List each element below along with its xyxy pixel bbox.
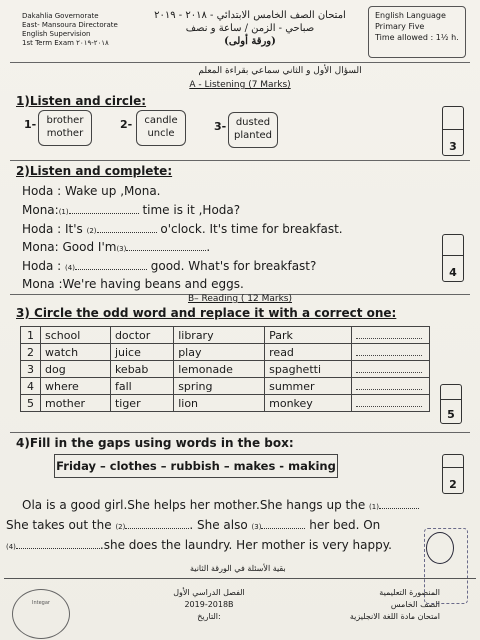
- table-row: [21, 344, 430, 361]
- header-middle-line: امتحان الصف الخامس الابتدائي - ٢٠١٨ - ٢٠١٩: [154, 10, 346, 21]
- word-cell[interactable]: dog: [41, 361, 111, 378]
- q3-title: 3) Circle the odd word and replace it with a correct one:: [16, 306, 397, 320]
- row-number: 2: [21, 344, 41, 361]
- blank-number: (2): [115, 523, 126, 531]
- header-right-box: [368, 6, 466, 58]
- dialogue-text: Hoda : It's: [22, 222, 87, 236]
- word-cell[interactable]: where: [41, 378, 111, 395]
- header-middle: [140, 10, 360, 47]
- blank-number: (1): [58, 208, 69, 216]
- table-row: [21, 361, 430, 378]
- answer-blank[interactable]: [356, 347, 422, 356]
- section-b-title: B– Reading ( 12 Marks): [187, 294, 292, 304]
- dialogue-line: [22, 203, 240, 217]
- q1-word[interactable]: candle: [144, 115, 178, 126]
- header-left-line: Dakahlia Governorate: [22, 12, 99, 20]
- word-cell[interactable]: spaghetti: [265, 361, 352, 378]
- word-cell[interactable]: watch: [41, 344, 111, 361]
- footer-right: [290, 587, 440, 623]
- paragraph-text: .she does the laundry. Her mother is very happy.: [99, 538, 392, 552]
- dialogue-line: [22, 259, 316, 273]
- header-left-line: East- Mansoura Directorate: [22, 21, 118, 29]
- header-middle-line: صباحي - الزمن / ساعة و نصف: [185, 23, 315, 34]
- q1-marks-box: [442, 106, 464, 156]
- paragraph-line: [6, 538, 392, 552]
- row-number: 4: [21, 378, 41, 395]
- word-cell[interactable]: juice: [110, 344, 173, 361]
- answer-cell[interactable]: [352, 378, 430, 395]
- answer-blank[interactable]: [356, 364, 422, 373]
- answer-cell[interactable]: [352, 344, 430, 361]
- header-left-line: English Supervision: [22, 30, 91, 38]
- word-cell[interactable]: Park: [265, 327, 352, 344]
- blank-number: (4): [65, 264, 75, 272]
- header-right-line: Primary Five: [375, 22, 425, 31]
- row-number: 5: [21, 395, 41, 412]
- blank-number: (2): [86, 227, 97, 235]
- handwritten-circle: [426, 532, 454, 564]
- q1-marks: 3: [449, 140, 457, 153]
- q3-marks-box: [440, 384, 462, 424]
- blank-number: (1): [369, 503, 379, 511]
- footer-middle-line: 2019-2018B: [184, 600, 234, 609]
- blank-number: (3): [116, 245, 127, 253]
- footer-right-line: امتحان مادة اللغة الانجليزية: [349, 612, 440, 621]
- marks-split: [443, 467, 463, 468]
- header-right-line: Time allowed : 1½ h.: [375, 33, 459, 42]
- header-middle-line: (ورقة أولى): [224, 36, 276, 47]
- answer-blank[interactable]: [16, 539, 100, 549]
- word-cell[interactable]: mother: [41, 395, 111, 412]
- q1-item-number: 2-: [120, 118, 133, 131]
- footer-right-line: الصف الخامس: [390, 600, 440, 609]
- word-cell[interactable]: kebab: [110, 361, 173, 378]
- word-cell[interactable]: monkey: [265, 395, 352, 412]
- q1-title: 1)Listen and circle:: [16, 94, 147, 108]
- footer-middle-line: الفصل الدراسي الأول: [173, 588, 245, 597]
- q1-item-number: 3-: [214, 120, 227, 133]
- q1-choice-box: [136, 110, 186, 146]
- divider: [10, 432, 470, 433]
- dialogue-text: Mona: Good I'm: [22, 240, 117, 254]
- answer-cell[interactable]: [352, 327, 430, 344]
- q1-choice-box: [38, 110, 92, 146]
- word-cell[interactable]: doctor: [110, 327, 173, 344]
- answer-blank[interactable]: [261, 519, 305, 529]
- answer-blank[interactable]: [379, 499, 419, 509]
- word-cell[interactable]: lion: [174, 395, 265, 412]
- paragraph-text: Ola is a good girl.She helps her mother.She hangs up the: [22, 498, 370, 512]
- word-cell[interactable]: school: [41, 327, 111, 344]
- word-cell[interactable]: lemonade: [174, 361, 265, 378]
- marks-split: [441, 399, 461, 400]
- dialogue-line: [22, 184, 161, 198]
- table-row: [21, 327, 430, 344]
- footer-middle-line: التاريخ:: [197, 612, 221, 621]
- dialogue-text: time is it ,Hoda?: [138, 203, 241, 217]
- q1-item-number: 1-: [24, 118, 37, 131]
- section-a-title: A - Listening (7 Marks): [189, 80, 291, 90]
- row-number: 3: [21, 361, 41, 378]
- word-cell[interactable]: play: [174, 344, 265, 361]
- q2-marks: 4: [449, 266, 457, 279]
- answer-blank[interactable]: [356, 381, 422, 390]
- q1-word[interactable]: dusted: [235, 117, 271, 128]
- q4-title: 4)Fill in the gaps using words in the box:: [16, 436, 294, 450]
- dialogue-line: [22, 277, 244, 291]
- footer-middle: [154, 587, 264, 623]
- q1-word[interactable]: mother: [46, 128, 84, 139]
- header-right-line: English Language: [375, 11, 446, 20]
- dialogue-text: Hoda :: [22, 259, 66, 273]
- footer: [4, 578, 476, 640]
- table-row: [21, 395, 430, 412]
- q3-marks: 5: [447, 408, 455, 421]
- answer-blank[interactable]: [97, 223, 157, 233]
- blank-number: (3): [251, 523, 262, 531]
- footer-logo: Integar: [12, 589, 70, 639]
- answer-cell[interactable]: [352, 361, 430, 378]
- dialogue-text: Mona :We're having beans and eggs.: [22, 277, 244, 291]
- blank-number: (4): [6, 543, 16, 551]
- divider: [10, 62, 470, 63]
- row-number: 1: [21, 327, 41, 344]
- paragraph-line: [6, 518, 380, 532]
- odd-word-table: [20, 326, 430, 412]
- divider: [10, 160, 470, 161]
- answer-blank[interactable]: [125, 519, 189, 529]
- dialogue-text: good. What's for breakfast?: [146, 259, 317, 273]
- word-cell[interactable]: read: [265, 344, 352, 361]
- header-left: [22, 12, 140, 48]
- answer-blank[interactable]: [126, 241, 206, 251]
- word-cell[interactable]: spring: [174, 378, 265, 395]
- dialogue-text: Mona:: [22, 203, 59, 217]
- q1-word[interactable]: uncle: [147, 128, 175, 139]
- word-cell[interactable]: summer: [265, 378, 352, 395]
- answer-blank[interactable]: [75, 260, 147, 270]
- q4-marks-box: [442, 454, 464, 494]
- answer-blank[interactable]: [69, 204, 139, 214]
- dialogue-line: [22, 222, 343, 236]
- word-box: Friday – clothes – rubbish – makes - making: [54, 454, 338, 478]
- q1-word[interactable]: brother: [46, 115, 84, 126]
- table-row: [21, 378, 430, 395]
- footer-note: بقية الأسئلة في الورقة الثانية: [190, 564, 286, 573]
- q4-marks: 2: [449, 478, 457, 491]
- word-cell[interactable]: fall: [110, 378, 173, 395]
- paragraph-text: . She also: [189, 518, 252, 532]
- dialogue-text: Hoda : Wake up ,Mona.: [22, 184, 161, 198]
- q2-marks-box: [442, 234, 464, 282]
- paragraph-line: [22, 498, 419, 512]
- header-left-line: 1st Term Exam ٢٠١٨-٢٠١٩: [22, 39, 109, 47]
- footer-right-line: المنصورة التعليمية: [379, 588, 440, 597]
- q1-choice-box: [228, 112, 278, 148]
- instruction-arabic: السؤال الأول و الثاني سماعي بقراءة المعلم: [198, 66, 362, 76]
- answer-blank[interactable]: [356, 398, 422, 407]
- dialogue-text: .: [206, 240, 211, 254]
- paragraph-text: her bed. On: [305, 518, 381, 532]
- word-cell[interactable]: library: [174, 327, 265, 344]
- answer-cell[interactable]: [352, 395, 430, 412]
- marks-split: [443, 129, 463, 130]
- answer-blank[interactable]: [356, 330, 422, 339]
- dialogue-line: [22, 240, 210, 254]
- q2-title: 2)Listen and complete:: [16, 164, 173, 178]
- dialogue-text: o'clock. It's time for breakfast.: [156, 222, 343, 236]
- paragraph-text: She takes out the: [6, 518, 116, 532]
- marks-split: [443, 255, 463, 256]
- q1-word[interactable]: planted: [233, 130, 272, 141]
- word-cell[interactable]: tiger: [110, 395, 173, 412]
